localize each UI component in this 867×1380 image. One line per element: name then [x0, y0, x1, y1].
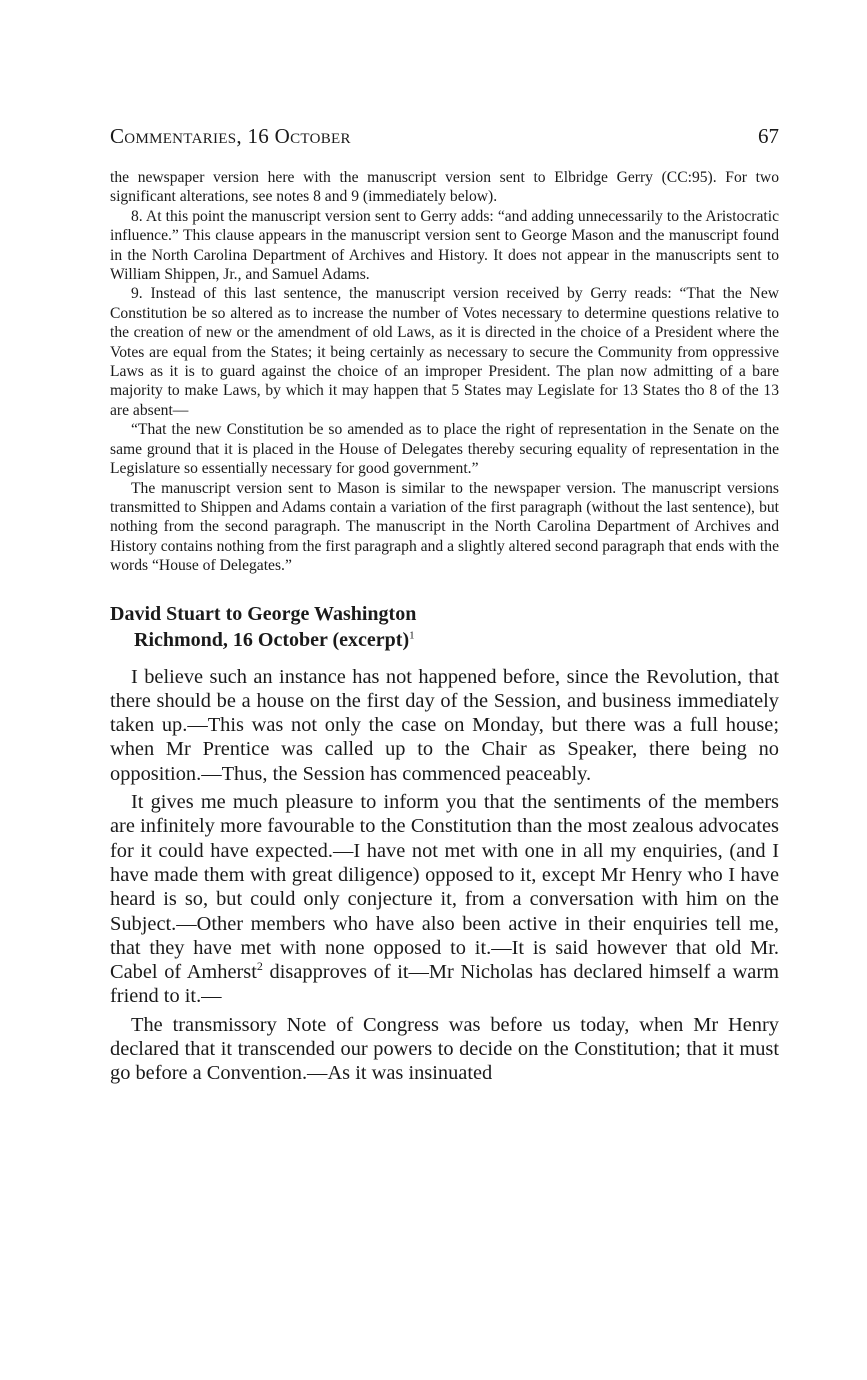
letter-dateline [110, 627, 779, 653]
letter-title: David Stuart to George Washington [110, 602, 417, 625]
letter-paragraph-2 [110, 790, 779, 1009]
letter-paragraph-2-text-end: disapproves of it—Mr Nicholas has declared himself a warm friend to it.— [110, 961, 780, 1008]
letter-dateline-text: Richmond, 16 October (excerpt) [134, 628, 410, 651]
note-9-commentary: The manuscript version sent to Mason is similar to the newspaper version. The manuscript versions transmitted to Shippen and Adams contain a variation of the first paragraph (without the last sentence), but nothing from the second paragraph. The manuscript in the North Carolina Department of Archives and History contains nothing from the first paragraph and a slightly altered second paragraph that ends with the words “House of Delegates.” [110, 479, 779, 575]
note-9: 9. Instead of this last sentence, the manuscript version received by Gerry reads: “That the New Constitution be so altered as to increase the number of Votes necessary to determine questions relative to the creation of new or the amendment of old Laws, as it is directed in the choice of a President where the Votes are equal from the States; it being certainly as necessary to secure the Community from oppressive Laws as it is to guard against the choice of an improper President. The plan now admitting of a bare majority to make Laws, by which it may happen that 5 States may Legislate for 13 States tho 8 of the 13 are absent— [110, 285, 779, 419]
document-page [110, 124, 779, 1086]
letter-paragraph-1: I believe such an instance has not happened before, since the Revolution, that there should be a house on the first day of the Session, and business immediately taken up.—This was not only the case on Monday, but there was a full house; when Mr Prentice was called up to the Chair as Speaker, there being no opposition.—Thus, the Session has commenced peaceably. [110, 665, 779, 785]
running-header [110, 124, 779, 154]
note-continuation: the newspaper version here with the manuscript version sent to Elbridge Gerry (CC:95). For two significant alterations, see notes 8 and 9 (immediately below). [110, 169, 779, 206]
note-8: 8. At this point the manuscript version sent to Gerry adds: “and adding unnecessarily to the Aristocratic influence.” This clause appears in the manuscript version sent to George Mason and the manuscript found in the North Carolina Department of Archives and History. It does not appear in the manuscripts sent to William Shippen, Jr., and Samuel Adams. [110, 207, 779, 284]
note-9-quote: “That the new Constitution be so amended as to place the right of representation in the Senate on the same ground that it is placed in the House of Delegates thereby securing equality of representation in the Legislature so essentially necessary for good government.” [110, 421, 779, 478]
editorial-notes [110, 168, 779, 576]
running-title: Commentaries, 16 October [110, 124, 351, 148]
letter-paragraph-3: The transmissory Note of Congress was before us today, when Mr Henry declared that it transcended our powers to decide on the Constitution; that it must go before a Convention.—As it was insinuated [110, 1013, 779, 1085]
page-number: 67 [758, 124, 779, 148]
note-reference-1: 1 [409, 628, 415, 641]
letter-heading [110, 601, 779, 653]
letter-paragraph-2-text: It gives me much pleasure to inform you that the sentiments of the members are infinitely more favourable to the Constitution than the most zealous advocates for it could have expected.—I have not met with one in all my enquiries, (and I have made them with great diligence) opposed to it, except Mr Henry who I have heard is so, but could only conjecture it, from a conversation with him on the Subject.—Other members who have also been active in their enquiries tell me, that they have met with none opposed to it.—It is said however that old Mr. Cabel of Amherst [110, 791, 779, 984]
letter-body [110, 665, 779, 1086]
note-reference-2: 2 [256, 959, 263, 974]
